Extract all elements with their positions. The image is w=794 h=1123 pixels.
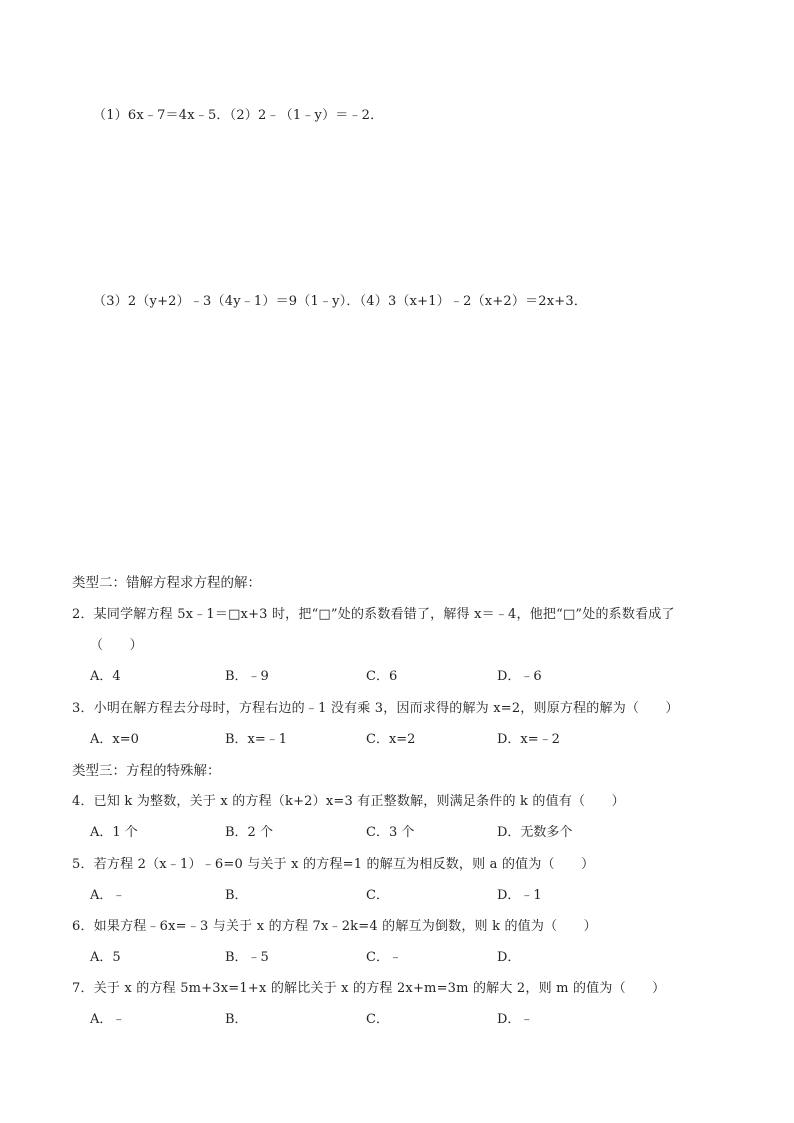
- question-2-answer-bracket: （ ）: [90, 638, 143, 653]
- option-d: D．﹣: [497, 1012, 534, 1027]
- option-d: D．﹣6: [497, 669, 542, 684]
- option-b: B．x=﹣1: [225, 732, 288, 747]
- question-7-options: [90, 1008, 750, 1026]
- problem-line-3-4: （3）2（y+2）﹣3（4y﹣1）＝9（1﹣y）．（4）3（x+1）﹣2（x+2）＝2x+3．: [93, 294, 588, 309]
- section-heading-type2: 类型二：错解方程求方程的解：: [72, 575, 261, 591]
- option-c: C．﹣: [366, 950, 402, 965]
- section-heading-type3: 类型三：方程的特殊解：: [72, 763, 221, 779]
- option-c: C．: [366, 1012, 389, 1027]
- option-d: D．x=﹣2: [497, 732, 560, 747]
- question-5-options: [90, 884, 750, 902]
- option-a: A．5: [90, 950, 121, 965]
- option-a: A．﹣: [90, 1012, 126, 1027]
- option-a: A．x=0: [90, 732, 139, 747]
- option-a: A．1 个: [90, 825, 138, 840]
- option-c: C．6: [366, 669, 398, 684]
- question-3-options: [90, 728, 750, 746]
- option-a: A．﹣: [90, 888, 126, 903]
- option-a: A．4: [90, 669, 121, 684]
- option-b: B．: [225, 1012, 248, 1027]
- option-b: B．2 个: [225, 825, 273, 840]
- option-d: D．﹣1: [497, 888, 542, 903]
- option-d: D．: [497, 950, 521, 965]
- option-d: D．无数多个: [497, 825, 573, 840]
- option-b: B．﹣9: [225, 669, 269, 684]
- option-c: C．: [366, 888, 389, 903]
- problem-line-1-2: （1）6x﹣7＝4x﹣5．（2）2﹣（1﹣y）＝﹣2．: [93, 108, 384, 123]
- option-c: C．x=2: [366, 732, 416, 747]
- question-4-options: [90, 821, 750, 839]
- question-3-text: 3．小明在解方程去分母时，方程右边的﹣1 没有乘 3，因而求得的解为 x=2，则原方程的解为（ ）: [72, 701, 679, 716]
- question-6-options: [90, 946, 750, 964]
- option-b: B．﹣5: [225, 950, 269, 965]
- question-2-text: 2．某同学解方程 5x﹣1＝□x+3 时，把“□”处的系数看错了，解得 x＝﹣4，他把“□”处的系数看成了: [72, 607, 675, 622]
- question-4-text: 4．已知 k 为整数，关于 x 的方程（k+2）x=3 有正整数解，则满足条件的 k 的值有（ ）: [72, 794, 625, 809]
- option-b: B．: [225, 888, 248, 903]
- question-7-text: 7．关于 x 的方程 5m+3x=1+x 的解比关于 x 的方程 2x+m=3m 的解大 2，则 m 的值为（ ）: [72, 981, 666, 996]
- option-c: C．3 个: [366, 825, 415, 840]
- question-5-text: 5．若方程 2（x﹣1）﹣6=0 与关于 x 的方程=1 的解互为相反数，则 a 的值为（ ）: [72, 857, 595, 872]
- question-6-text: 6．如果方程﹣6x=﹣3 与关于 x 的方程 7x﹣2k=4 的解互为倒数，则 k 的值为（ ）: [72, 919, 597, 934]
- question-2-options: [90, 665, 750, 683]
